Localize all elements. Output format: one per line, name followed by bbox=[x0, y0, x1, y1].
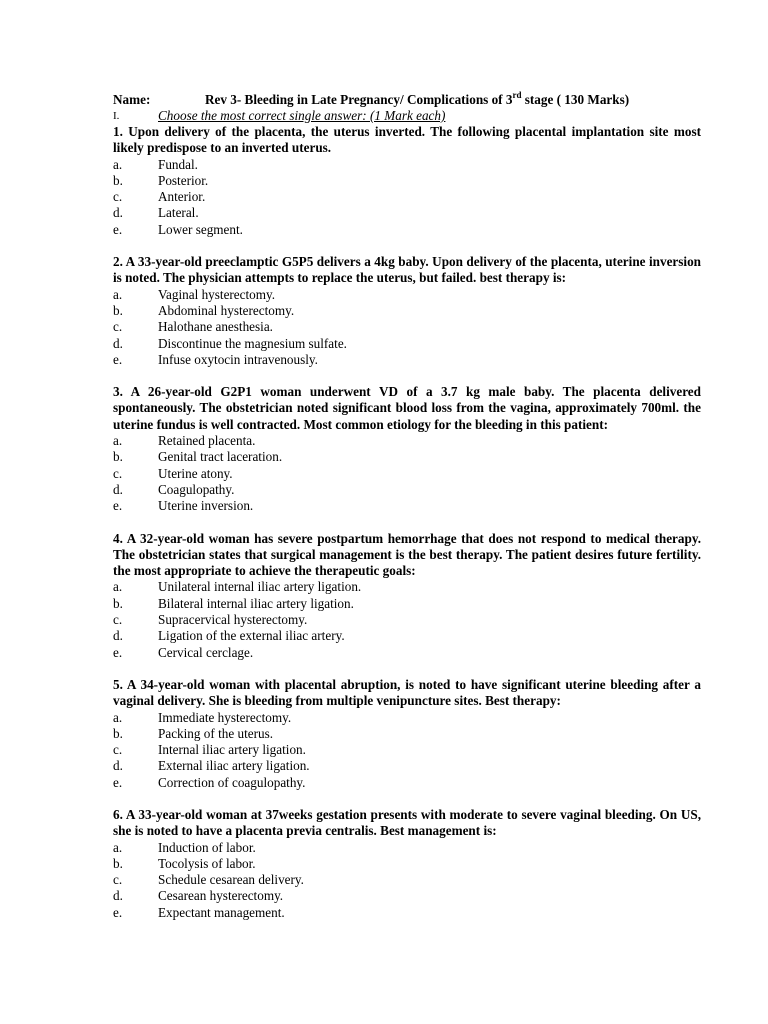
option-text: Supracervical hysterectomy. bbox=[158, 612, 308, 628]
option-text: Fundal. bbox=[158, 156, 198, 172]
name-label: Name: bbox=[113, 92, 151, 107]
option-letter: d. bbox=[113, 628, 123, 644]
question-6 bbox=[113, 807, 701, 921]
option-letter: d. bbox=[113, 481, 123, 497]
question-stem: 2. A 33-year-old preeclamptic G5P5 delivers a 4kg baby. Upon delivery of the placenta, uterine inversion is noted. The physician attempts to replace the uterus, but failed. best therapy is: bbox=[113, 254, 701, 286]
answer-option bbox=[113, 303, 701, 319]
option-letter: c. bbox=[113, 319, 123, 335]
option-letter: a. bbox=[113, 433, 123, 449]
answer-option bbox=[113, 433, 701, 449]
option-text: Retained placenta. bbox=[158, 433, 256, 449]
question-list bbox=[113, 124, 701, 921]
option-letter: b. bbox=[113, 449, 123, 465]
option-text: External iliac artery ligation. bbox=[158, 758, 310, 774]
answer-option bbox=[113, 840, 701, 856]
option-text: Induction of labor. bbox=[158, 839, 256, 855]
answer-option bbox=[113, 612, 701, 628]
question-1 bbox=[113, 124, 701, 238]
answer-option bbox=[113, 352, 701, 368]
instruction-text: Choose the most correct single answer: (1 Mark each) bbox=[158, 108, 446, 123]
question-stem: 3. A 26-year-old G2P1 woman underwent VD of a 3.7 kg male baby. The placenta delivered spontaneously. The obstetrician noted significant blood loss from the vagina, approximately 700ml. the uterine fundus is well contracted. Most common etiology for the bleeding in this patient: bbox=[113, 384, 701, 432]
option-letter: c. bbox=[113, 465, 123, 481]
option-text: Abdominal hysterectomy. bbox=[158, 302, 295, 318]
option-letter: b. bbox=[113, 302, 123, 318]
answer-option bbox=[113, 758, 701, 774]
answer-option bbox=[113, 222, 701, 238]
option-text: Posterior. bbox=[158, 172, 209, 188]
answer-option bbox=[113, 775, 701, 791]
question-5 bbox=[113, 677, 701, 791]
title-end: stage ( 130 Marks) bbox=[521, 92, 630, 107]
answer-option bbox=[113, 596, 701, 612]
option-text: Infuse oxytocin intravenously. bbox=[158, 351, 318, 367]
answer-option bbox=[113, 872, 701, 888]
answer-option bbox=[113, 888, 701, 904]
section-number: I. bbox=[113, 110, 120, 122]
question-stem: 6. A 33-year-old woman at 37weeks gestation presents with moderate to severe vaginal bleeding. On US, she is noted to have a placenta previa centralis. Best management is: bbox=[113, 806, 701, 839]
option-text: Correction of coagulopathy. bbox=[158, 774, 306, 790]
answer-option bbox=[113, 498, 701, 514]
option-letter: e. bbox=[113, 904, 123, 920]
question-4 bbox=[113, 531, 701, 661]
option-text: Genital tract laceration. bbox=[158, 449, 283, 465]
option-letter: e. bbox=[113, 351, 123, 367]
question-2 bbox=[113, 254, 701, 368]
option-letter: d. bbox=[113, 335, 123, 351]
option-letter: c. bbox=[113, 612, 123, 628]
option-text: Expectant management. bbox=[158, 904, 285, 920]
question-stem: 5. A 34-year-old woman with placental abruption, is noted to have significant uterine bleeding after a vaginal delivery. She is bleeding from multiple venipuncture sites. Best therapy: bbox=[113, 676, 701, 709]
answer-option bbox=[113, 466, 701, 482]
question-3 bbox=[113, 384, 701, 514]
option-letter: a. bbox=[113, 709, 123, 725]
option-text: Halothane anesthesia. bbox=[158, 319, 273, 335]
option-letter: c. bbox=[113, 189, 123, 205]
answer-option bbox=[113, 628, 701, 644]
answer-option bbox=[113, 205, 701, 221]
option-text: Bilateral internal iliac artery ligation. bbox=[158, 595, 354, 611]
option-letter: e. bbox=[113, 774, 123, 790]
option-letter: a. bbox=[113, 156, 123, 172]
answer-option bbox=[113, 726, 701, 742]
option-text: Unilateral internal iliac artery ligation. bbox=[158, 579, 362, 595]
option-text: Cesarean hysterectomy. bbox=[158, 888, 284, 904]
document-title bbox=[205, 89, 630, 108]
answer-option bbox=[113, 173, 701, 189]
option-text: Schedule cesarean delivery. bbox=[158, 872, 304, 888]
option-letter: b. bbox=[113, 595, 123, 611]
option-text: Uterine atony. bbox=[158, 465, 233, 481]
option-text: Anterior. bbox=[158, 189, 206, 205]
option-letter: e. bbox=[113, 498, 123, 514]
answer-option bbox=[113, 189, 701, 205]
answer-option bbox=[113, 287, 701, 303]
option-letter: a. bbox=[113, 286, 123, 302]
option-text: Cervical cerclage. bbox=[158, 644, 254, 660]
option-letter: c. bbox=[113, 872, 123, 888]
option-letter: d. bbox=[113, 205, 123, 221]
answer-option bbox=[113, 482, 701, 498]
answer-option bbox=[113, 645, 701, 661]
option-text: Lower segment. bbox=[158, 221, 243, 237]
answer-option bbox=[113, 319, 701, 335]
option-letter: c. bbox=[113, 742, 123, 758]
option-text: Coagulopathy. bbox=[158, 481, 235, 497]
option-letter: d. bbox=[113, 888, 123, 904]
option-text: Internal iliac artery ligation. bbox=[158, 742, 306, 758]
option-text: Lateral. bbox=[158, 205, 199, 221]
option-text: Discontinue the magnesium sulfate. bbox=[158, 335, 347, 351]
option-letter: b. bbox=[113, 725, 123, 741]
answer-option bbox=[113, 905, 701, 921]
answer-option bbox=[113, 856, 701, 872]
option-letter: b. bbox=[113, 855, 123, 871]
answer-option bbox=[113, 742, 701, 758]
option-letter: e. bbox=[113, 221, 123, 237]
answer-option bbox=[113, 336, 701, 352]
option-letter: a. bbox=[113, 839, 123, 855]
answer-option bbox=[113, 157, 701, 173]
option-text: Immediate hysterectomy. bbox=[158, 709, 292, 725]
question-stem: 4. A 32-year-old woman has severe postpartum hemorrhage that does not respond to medical therapy. The obstetrician states that surgical management is the best therapy. The patient desires future fertility. the most appropriate to achieve the therapeutic goals: bbox=[113, 530, 701, 579]
answer-option bbox=[113, 449, 701, 465]
option-text: Ligation of the external iliac artery. bbox=[158, 628, 345, 644]
option-letter: e. bbox=[113, 644, 123, 660]
question-stem: 1. Upon delivery of the placenta, the uterus inverted. The following placental implantation site most likely predispose to an inverted uterus. bbox=[113, 124, 701, 156]
option-text: Tocolysis of labor. bbox=[158, 855, 256, 871]
option-letter: a. bbox=[113, 579, 123, 595]
answer-option bbox=[113, 579, 701, 595]
title-main: Rev 3- Bleeding in Late Pregnancy/ Complications of 3 bbox=[205, 92, 513, 107]
instruction-line bbox=[113, 108, 701, 124]
option-text: Packing of the uterus. bbox=[158, 725, 273, 741]
option-text: Vaginal hysterectomy. bbox=[158, 286, 276, 302]
title-superscript: rd bbox=[512, 89, 522, 100]
option-letter: b. bbox=[113, 172, 123, 188]
option-text: Uterine inversion. bbox=[158, 498, 254, 514]
document-content bbox=[113, 89, 701, 937]
option-letter: d. bbox=[113, 758, 123, 774]
answer-option bbox=[113, 710, 701, 726]
document-header bbox=[113, 89, 701, 108]
